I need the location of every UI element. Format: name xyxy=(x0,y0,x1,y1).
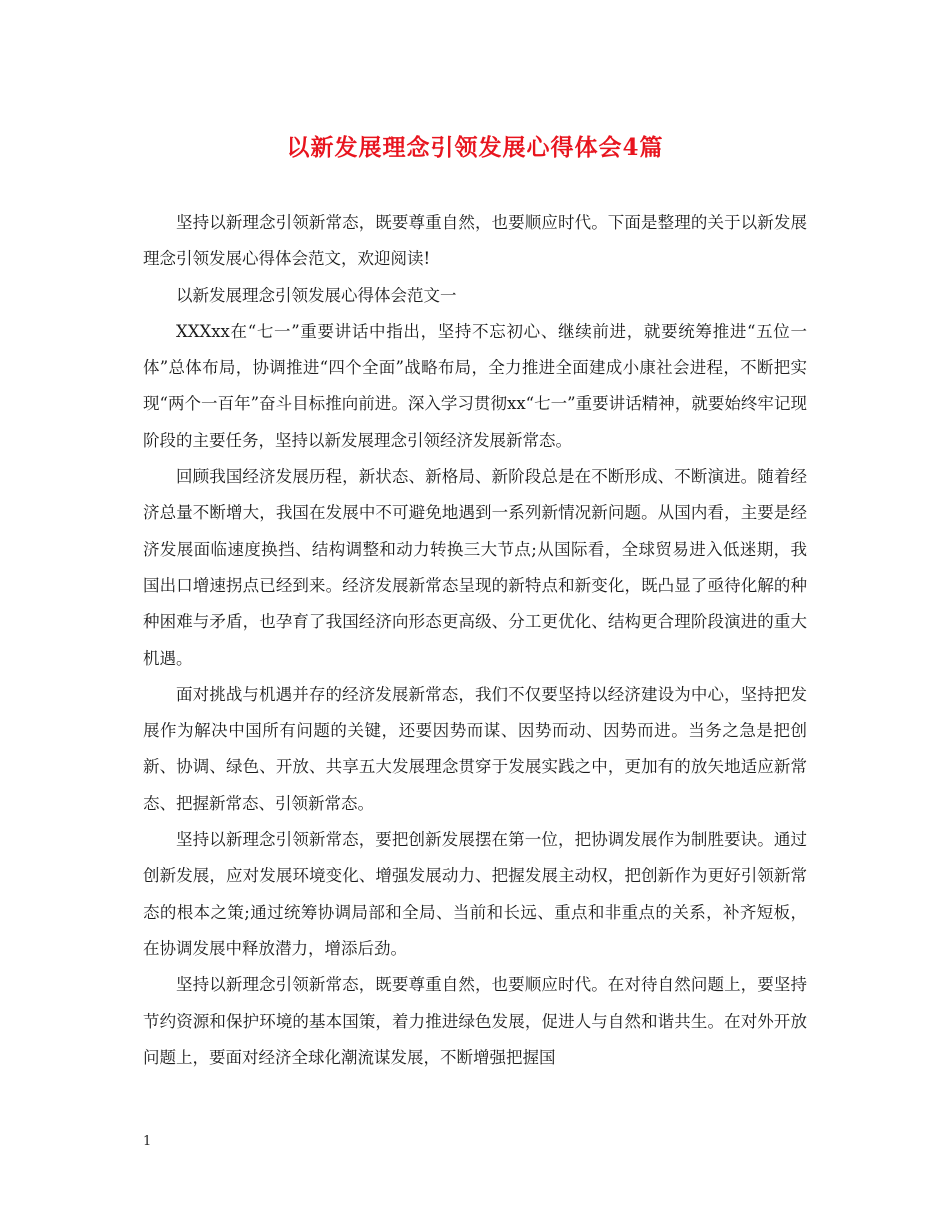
paragraph: 回顾我国经济发展历程，新状态、新格局、新阶段总是在不断形成、不断演进。随着经济总量不断增大，我国在发展中不可避免地遇到一系列新情况新问题。从国内看，主要是经济发展面临速度换挡、结构调整和动力转换三大节点;从国际看，全球贸易进入低迷期，我国出口增速拐点已经到来。经济发展新常态呈现的新特点和新变化，既凸显了亟待化解的种种困难与矛盾，也孕育了我国经济向形态更高级、分工更优化、结构更合理阶段演进的重大机遇。 xyxy=(143,467,807,668)
document-title: 以新发展理念引领发展心得体会4篇 xyxy=(286,134,664,161)
paragraph-subheading: 以新发展理念引领发展心得体会范文一 xyxy=(176,285,457,305)
paragraph: XXXxx在“七一”重要讲话中指出，坚持不忘初心、继续前进，就要统筹推进“五位一体”总体布局，协调推进“四个全面”战略布局，全力推进全面建成小康社会进程，不断把实现“两个一百年”奋斗目标推向前进。深入学习贯彻xx“七一”重要讲话精神，就要始终牢记现阶段的主要任务，坚持以新发展理念引领经济发展新常态。 xyxy=(143,321,807,450)
paragraph: 坚持以新理念引领新常态，既要尊重自然，也要顺应时代。在对待自然问题上，要坚持节约资源和保护环境的基本国策，着力推进绿色发展，促进人与自然和谐共生。在对外开放问题上，要面对经济全球化潮流谋发展，不断增强把握国 xyxy=(143,975,807,1067)
paragraph-intro: 坚持以新理念引领新常态，既要尊重自然，也要顺应时代。下面是整理的关于以新发展理念引领发展心得体会范文，欢迎阅读! xyxy=(143,213,807,269)
page-number: 1 xyxy=(143,1134,152,1149)
document-body xyxy=(143,205,807,1076)
paragraph: 坚持以新理念引领新常态，要把创新发展摆在第一位，把协调发展作为制胜要诀。通过创新发展，应对发展环境变化、增强发展动力、把握发展主动权，把创新作为更好引领新常态的根本之策;通过统筹协调局部和全局、当前和长远、重点和非重点的关系，补齐短板，在协调发展中释放潜力，增添后劲。 xyxy=(143,830,807,958)
paragraph: 面对挑战与机遇并存的经济发展新常态，我们不仅要坚持以经济建设为中心，坚持把发展作为解决中国所有问题的关键，还要因势而谋、因势而动、因势而进。当务之急是把创新、协调、绿色、开放、共享五大发展理念贯穿于发展实践之中，更加有的放矢地适应新常态、把握新常态、引领新常态。 xyxy=(143,684,807,813)
